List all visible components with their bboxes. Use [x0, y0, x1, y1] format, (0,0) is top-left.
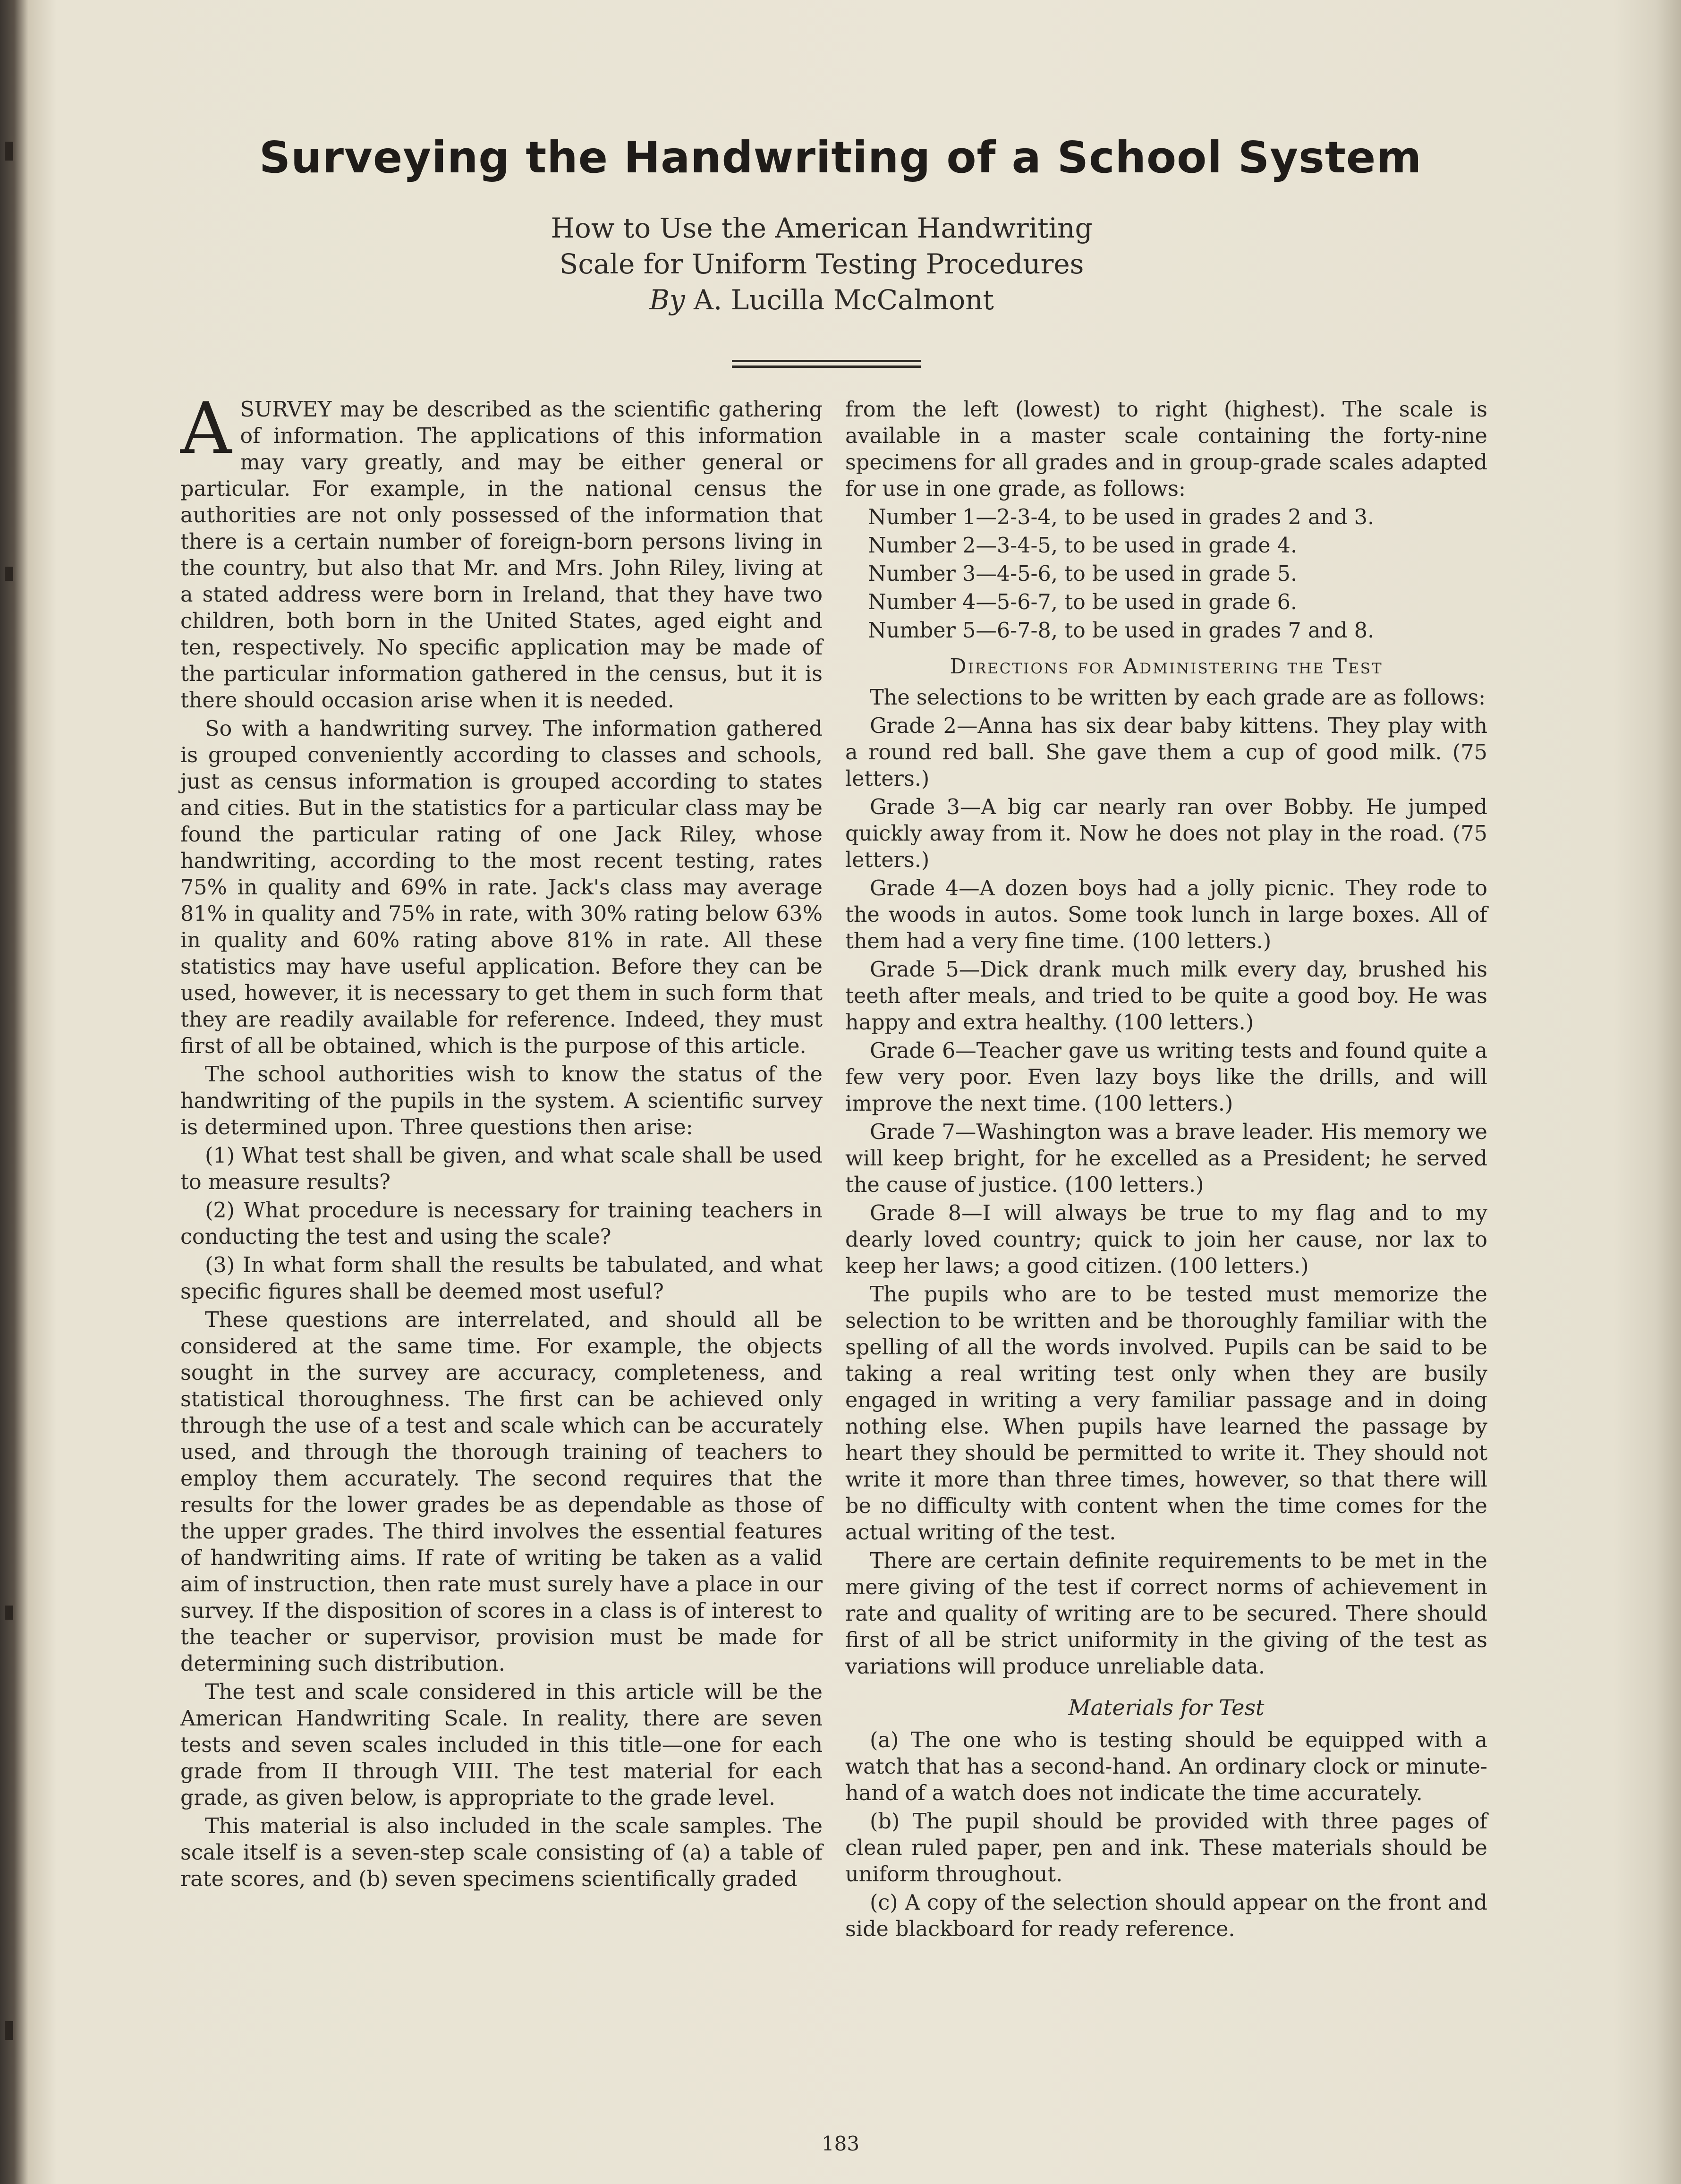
question-2: (2) What procedure is necessary for training teachers in conducting the test and using the scale?	[180, 1198, 823, 1249]
section-heading-directions: Directions for Administering the Test	[950, 654, 1383, 679]
grade-3-selection: Grade 3—A big car nearly ran over Bobby. He jumped quickly away from it. Now he does not play in the road. (75 letters.)	[845, 795, 1487, 872]
paragraph: So with a handwriting survey. The information gathered is grouped conveniently according to classes and schools, just as census information is grouped according to states and cities. But in the statistics for a particular class may be found the particular rating of one Jack Riley, whose handwriting, according to the most recent testing, rates 75% in quality and 69% in rate. Jack's class may average 81% in quality and 75% in rate, with 30% rating below 63% in quality and 60% rating above 81% in rate. All these statistics may have useful application. Before they can be used, however, it is necessary to get them in such form that they are readily available for reference. Indeed, they must first of all be obtained, which is the purpose of this article.	[180, 717, 823, 1058]
title-divider	[732, 365, 921, 368]
material-c: (c) A copy of the selection should appear on the front and side blackboard for ready reference.	[845, 1891, 1487, 1941]
material-b: (b) The pupil should be provided with three pages of clean ruled paper, pen and ink. These materials should be uniform throughout.	[845, 1810, 1487, 1887]
intro-paragraph: ASURVEY may be described as the scientific gathering of information. The applications of this information may vary greatly, and may be either general or particular. For example, in the national census the authorities are not only possessed of the information that there is a certain number of foreign-born persons living in the country, but also that Mr. and Mrs. John Riley, living at a stated address were born in Ireland, that they have two children, both born in the United States, aged eight and ten, respectively. No specific application may be made of the particular information gathered in the census, but it is there should occasion arise when it is needed.	[180, 388, 823, 713]
article-title: Surveying the Handwriting of a School System	[259, 132, 1422, 183]
paragraph: The selections to be written by each grade are as follows:	[870, 686, 1486, 710]
binding-mark	[5, 1606, 13, 1620]
left-column	[180, 388, 823, 1895]
scale-list-item: Number 3—4-5-6, to be used in grade 5.	[868, 562, 1298, 586]
paragraph: The school authorities wish to know the status of the handwriting of the pupils in the system. A scientific survey is determined upon. Three questions then arise:	[180, 1062, 823, 1139]
binding-mark	[5, 567, 13, 581]
binding-mark	[5, 2021, 13, 2040]
binding-mark	[5, 142, 13, 161]
page-number: 183	[821, 2132, 860, 2155]
byline-prefix: By	[649, 284, 685, 316]
question-3: (3) In what form shall the results be tabulated, and what specific figures shall be deemed most useful?	[180, 1253, 823, 1304]
scale-list-item: Number 2—3-4-5, to be used in grade 4.	[868, 534, 1298, 558]
scale-list-item: Number 4—5-6-7, to be used in grade 6.	[868, 590, 1298, 614]
grade-4-selection: Grade 4—A dozen boys had a jolly picnic. They rode to the woods in autos. Some took lunch in large boxes. All of them had a very fine time. (100 letters.)	[845, 876, 1487, 953]
paragraph: The test and scale considered in this article will be the American Handwriting Scale. In reality, there are seven tests and seven scales included in this title—one for each grade from II through VIII. The test material for each grade, as given below, is appropriate to the grade level.	[180, 1680, 823, 1810]
title-divider	[732, 360, 921, 362]
paragraph: The pupils who are to be tested must memorize the selection to be written and be thoroughly familiar with the spelling of all the words involved. Pupils can be said to be taking a real writing test only when they are busily engaged in writing a very familiar passage and in doing nothing else. When pupils have learned the passage by heart they should be permitted to write it. They should not write it more than three times, however, so that there will be no difficulty with content when the time comes for the actual writing of the test.	[845, 1283, 1487, 1545]
material-a: (a) The one who is testing should be equipped with a watch that has a second-hand. An ordinary clock or minute-hand of a watch does not indicate the time accurately.	[845, 1728, 1487, 1805]
drop-cap: A	[180, 388, 232, 470]
paragraph: This material is also included in the scale samples. The scale itself is a seven-step scale consisting of (a) a table of rate scores, and (b) seven specimens scientifically graded	[180, 1814, 823, 1891]
right-column	[845, 397, 1487, 1945]
question-1: (1) What test shall be given, and what scale shall be used to measure results?	[180, 1144, 823, 1194]
paragraph: These questions are interrelated, and should all be considered at the same time. For example, the objects sought in the survey are accuracy, completeness, and statistical thoroughness. The first can be achieved only through the use of a test and scale which can be accurately used, and through the thorough training of teachers to employ them accurately. The second requires that the results for the lower grades be as dependable as those of the upper grades. The third involves the essential features of handwriting aims. If rate of writing be taken as a valid aim of instruction, then rate must surely have a place in our survey. If the disposition of scores in a class is of interest to the teacher or supervisor, provision must be made for determining such distribution.	[180, 1308, 823, 1676]
grade-5-selection: Grade 5—Dick drank much milk every day, brushed his teeth after meals, and tried to be quite a good boy. He was happy and extra healthy. (100 letters.)	[845, 958, 1487, 1035]
subtitle-line-2: Scale for Uniform Testing Procedures	[559, 248, 1084, 280]
grade-8-selection: Grade 8—I will always be true to my flag and to my dearly loved country; quick to join her cause, nor lax to keep her laws; a good citizen. (100 letters.)	[845, 1201, 1487, 1278]
grade-7-selection: Grade 7—Washington was a brave leader. His memory we will keep bright, for he excelled as a President; he served the cause of justice. (100 letters.)	[845, 1120, 1487, 1197]
scale-list-item: Number 1—2-3-4, to be used in grades 2 and 3.	[868, 505, 1375, 529]
scale-list-item: Number 5—6-7-8, to be used in grades 7 and 8.	[868, 619, 1375, 643]
byline	[425, 282, 1218, 318]
subtitle-line-1: How to Use the American Handwriting	[551, 212, 1093, 244]
section-heading-materials: Materials for Test	[1068, 1695, 1265, 1720]
paragraph: from the left (lowest) to right (highest). The scale is available in a master scale containing the forty-nine specimens for all grades and in group-grade scales adapted for use in one grade, as follows:	[845, 398, 1487, 501]
paragraph: There are certain definite requirements to be met in the mere giving of the test if correct norms of achievement in rate and quality of writing are to be secured. There should first of all be strict uniformity in the giving of the test as variations will produce unreliable data.	[845, 1549, 1487, 1679]
grade-2-selection: Grade 2—Anna has six dear baby kittens. They play with a round red ball. She gave them a cup of good milk. (75 letters.)	[845, 714, 1487, 791]
article-subtitle	[425, 210, 1218, 318]
byline-author: A. Lucilla McCalmont	[694, 284, 994, 316]
grade-6-selection: Grade 6—Teacher gave us writing tests and found quite a few very poor. Even lazy boys like the drills, and will improve the next time. (100 letters.)	[845, 1039, 1487, 1116]
